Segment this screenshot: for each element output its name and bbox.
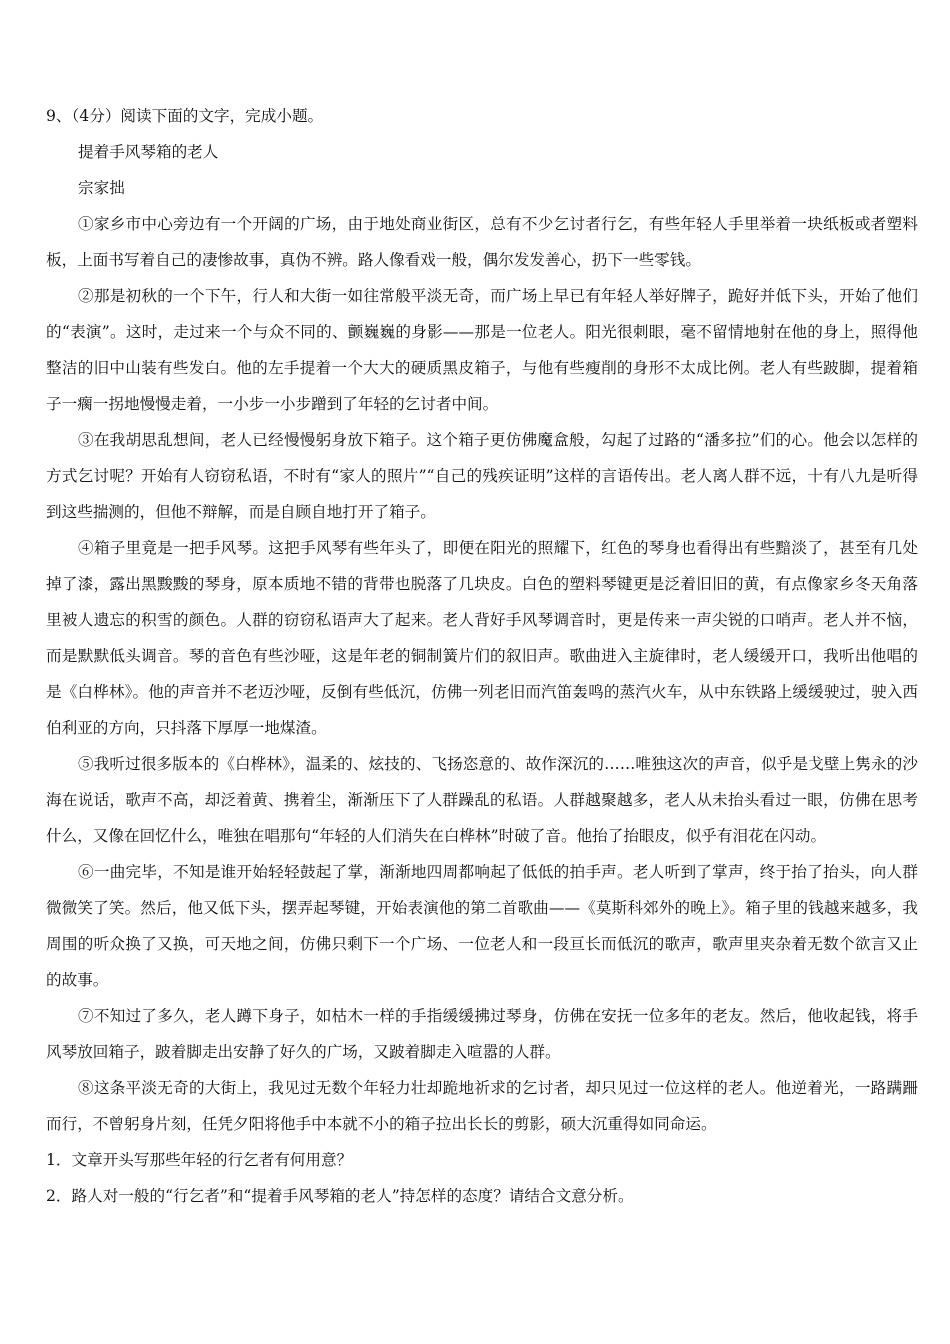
paragraph-2: ②那是初秋的一个下午，行人和大街一如往常般平淡无奇，而广场上早已有年轻人举好牌子，跪好并低下头，开始了他们的“表演”。这时，走过来一个与众不同的、颤巍巍的身影——那是一位老人。阳光很刺眼，毫不留情地射在他的身上，照得他整洁的旧中山装有些发白。他的左手提着一个大大的硬质黑皮箱子，与他有些瘦削的身形不太成比例。老人有些跛脚，提着箱子一瘸一拐地慢慢走着，一小步一小步蹭到了年轻的乞讨者中间。	[46, 287, 918, 413]
question-header: 9、（4分）阅读下面的文字，完成小题。	[46, 107, 324, 125]
paragraph-3: ③在我胡思乱想间，老人已经慢慢躬身放下箱子。这个箱子更仿佛魔盒般，勾起了过路的“潘多拉”们的心。他会以怎样的方式乞讨呢？开始有人窃窃私语，不时有“家人的照片”“自己的残疾证明”这样的言语传出。老人离人群不远，十有八九是听得到这些揣测的，但他不辩解，而是自顾自地打开了箱子。	[46, 431, 918, 521]
document-body	[46, 98, 918, 1214]
paragraph-7: ⑦不知过了多久，老人蹲下身子，如枯木一样的手指缓缓拂过琴身，仿佛在安抚一位多年的老友。然后，他收起钱，将手风琴放回箱子，跛着脚走出安静了好久的广场，又跛着脚走入喧嚣的人群。	[46, 1007, 918, 1061]
paragraph-8: ⑧这条平淡无奇的大街上，我见过无数个年轻力壮却跪地祈求的乞讨者，却只见过一位这样的老人。他逆着光，一路蹒跚而行，不曾躬身片刻，任凭夕阳将他手中本就不小的箱子拉出长长的剪影，硕大沉重得如同命运。	[46, 1079, 918, 1133]
paragraph-1: ①家乡市中心旁边有一个开阔的广场，由于地处商业街区，总有不少乞讨者行乞，有些年轻人手里举着一块纸板或者塑料板，上面书写着自己的凄惨故事，真伪不辨。路人像看戏一般，偶尔发发善心，扔下一些零钱。	[46, 215, 918, 269]
article-title: 提着手风琴箱的老人	[78, 143, 219, 161]
sub-question-1: 1．文章开头写那些年轻的行乞者有何用意？	[46, 1151, 353, 1169]
article-author: 宗家拙	[78, 179, 125, 197]
sub-question-2: 2．路人对一般的“行乞者”和“提着手风琴箱的老人”持怎样的态度？请结合文意分析。	[46, 1187, 634, 1205]
paragraph-5: ⑤我听过很多版本的《白桦林》，温柔的、炫技的、飞扬恣意的、故作深沉的……唯独这次的声音，似乎是戈壁上隽永的沙海在说话，歌声不高，却泛着黄、携着尘，渐渐压下了人群躁乱的私语。人群越聚越多，老人从未抬头看过一眼，仿佛在思考什么，又像在回忆什么，唯独在唱那句“年轻的人们消失在白桦林”时破了音。他抬了抬眼皮，似乎有泪花在闪动。	[46, 755, 918, 845]
paragraph-6: ⑥一曲完毕，不知是谁开始轻轻鼓起了掌，渐渐地四周都响起了低低的拍手声。老人听到了掌声，终于抬了抬头，向人群微微笑了笑。然后，他又低下头，摆弄起琴键，开始表演他的第二首歌曲——《莫斯科郊外的晚上》。箱子里的钱越来越多，我周围的听众换了又换，可天地之间，仿佛只剩下一个广场、一位老人和一段亘长而低沉的歌声，歌声里夹杂着无数个欲言又止的故事。	[46, 863, 918, 989]
paragraph-4: ④箱子里竟是一把手风琴。这把手风琴有些年头了，即便在阳光的照耀下，红色的琴身也看得出有些黯淡了，甚至有几处掉了漆，露出黑黢黢的琴身，原本质地不错的背带也脱落了几块皮。白色的塑料琴键更是泛着旧旧的黄，有点像家乡冬天角落里被人遗忘的积雪的颜色。人群的窃窃私语声大了起来。老人背好手风琴调音时，更是传来一声尖锐的口哨声。老人并不恼，而是默默低头调音。琴的音色有些沙哑，这是年老的铜制簧片们的叙旧声。歌曲进入主旋律时，老人缓缓开口，我听出他唱的是《白桦林》。他的声音并不老迈沙哑，反倒有些低沉，仿佛一列老旧而汽笛轰鸣的蒸汽火车，从中东铁路上缓缓驶过，驶入西伯利亚的方向，只抖落下厚厚一地煤渣。	[46, 539, 918, 737]
